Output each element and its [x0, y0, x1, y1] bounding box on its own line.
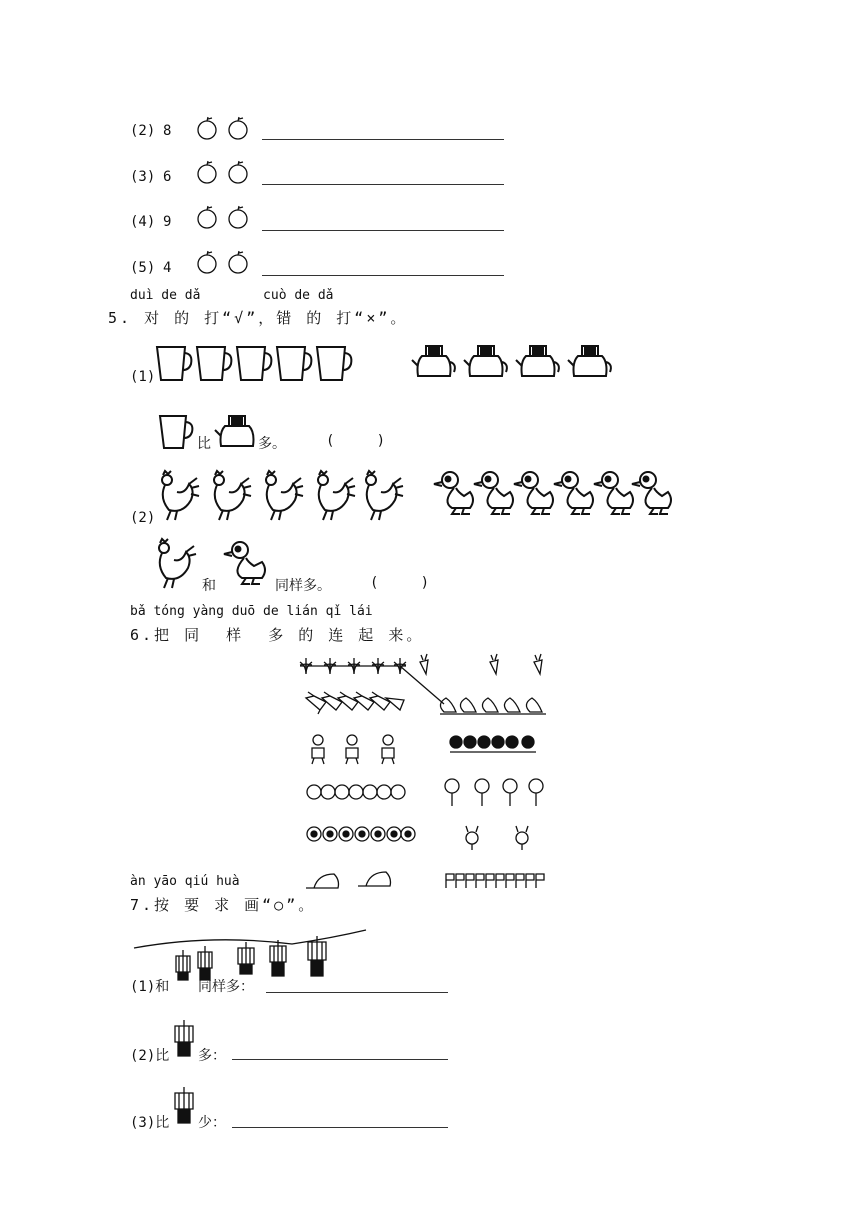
lantern-icon [172, 1085, 198, 1127]
apple-icons [196, 250, 256, 276]
row-label: (4) [130, 214, 156, 230]
fish-icons [306, 692, 404, 714]
compare-word: 多。 [258, 436, 286, 452]
lollipop-icons [445, 779, 543, 806]
rooster-icons [155, 470, 405, 526]
radish-icons [466, 826, 528, 850]
answer-line[interactable] [266, 992, 448, 993]
row-label: (3) [130, 169, 156, 185]
apple-icons [196, 205, 256, 231]
answer-line[interactable] [262, 230, 504, 231]
q6-title: 6.把 同 样 多 的 连 起 来。 [130, 626, 425, 644]
q7-row3-suffix: 少： [198, 1115, 226, 1131]
answer-bracket[interactable]: ( ) [326, 433, 386, 449]
answer-bracket[interactable]: ( ) [370, 575, 430, 591]
flower-icons [450, 736, 536, 752]
duck-icon [222, 538, 272, 588]
duck-icons [432, 468, 677, 520]
compare-word: 比 [197, 436, 211, 452]
seedling-icons [300, 658, 406, 674]
row-number: 6 [163, 169, 172, 185]
row-label: (5) [130, 260, 156, 276]
q7-title: 7.按 要 求 画“○”。 [130, 896, 317, 914]
q7-pinyin: àn yāo qiú huà [130, 874, 240, 889]
lantern-icon [172, 1018, 198, 1060]
ball-icons [307, 827, 415, 841]
compare-word: 和 [202, 578, 216, 594]
q5-part1-label: (1) [130, 369, 156, 385]
string-line [134, 930, 366, 948]
cap-icons [306, 872, 391, 888]
q5-title: 5. 对 的 打“√”，错 的 打“×”。 [108, 309, 409, 327]
kettle-icons [410, 338, 610, 386]
answer-line[interactable] [232, 1059, 448, 1060]
q6-pinyin: bǎ tóng yàng duō de lián qǐ lái [130, 604, 373, 619]
row-number: 4 [163, 260, 172, 276]
doll-icons [312, 735, 394, 764]
cup-icon [158, 412, 194, 452]
apple-icons [196, 160, 256, 186]
row-label: (2) [130, 123, 156, 139]
row-number: 8 [163, 123, 172, 139]
answer-line[interactable] [262, 275, 504, 276]
matching-pictures [300, 652, 560, 892]
q7-row2-prefix: (2)比 [130, 1048, 170, 1064]
answer-line[interactable] [232, 1127, 448, 1128]
q5-part2-label: (2) [130, 510, 156, 526]
rooster-icon [152, 538, 198, 592]
answer-line[interactable] [262, 184, 504, 185]
orange-icons [307, 785, 405, 799]
cup-icons [155, 344, 355, 384]
q7-row2-suffix: 多： [198, 1048, 226, 1064]
answer-line[interactable] [262, 139, 504, 140]
apple-icons [196, 116, 256, 142]
q7-row1-suffix: 同样多： [198, 979, 254, 995]
q7-row3-prefix: (3)比 [130, 1115, 170, 1131]
match-line [400, 666, 444, 704]
carrot-icons [420, 654, 542, 674]
flag-icons [446, 874, 544, 888]
q5-pinyin: duì de dǎ cuò de dǎ [130, 288, 334, 303]
compare-word: 同样多。 [275, 578, 331, 594]
kettle-icon [213, 408, 259, 452]
row-number: 9 [163, 214, 172, 230]
q7-row1-prefix: (1)和 [130, 979, 170, 995]
peach-icons [440, 698, 546, 714]
